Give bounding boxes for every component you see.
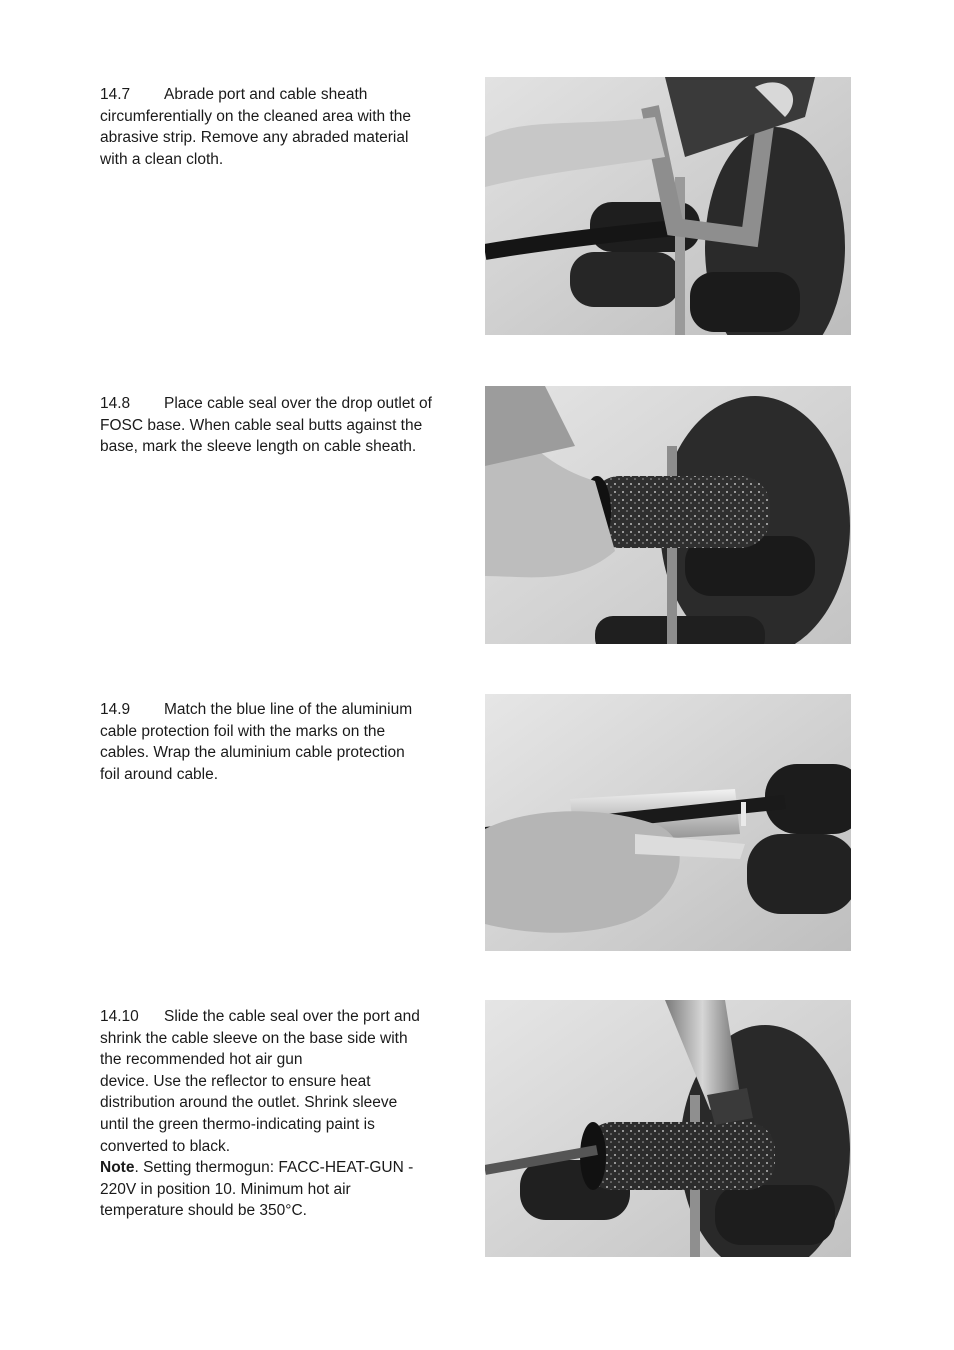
step-14-7-text: 14.7 Abrade port and cable sheath circumferentially on the cleaned area with the abrasive strip. Remove any abraded material with a clean cloth. — [100, 86, 412, 168]
step-14-10-text: 14.10 Slide the cable seal over the port and shrink the cable sleeve on the base side with the recommended hot air gun device. Use the reflector to ensure heat distribution around the outlet. Shrink sleeve until the green thermo-indicating paint is converted to black. Note. Setting thermogun: FACC-HEAT-GUN - 220V in position 10. Minimum hot air temperature should be 350°C. — [100, 1006, 465, 1222]
step-number: 14.8 — [100, 395, 131, 412]
step-14-9-text: 14.9 Match the blue line of the aluminium cable protection foil with the marks on the cables. Wrap the aluminium cable protection foil around cable. — [100, 701, 413, 783]
step-number: 14.9 — [100, 701, 131, 718]
step-number: 14.7 — [100, 86, 131, 103]
step-14-8-photo — [485, 386, 851, 644]
step-14-9-photo — [485, 694, 851, 951]
note-label: Note — [100, 1159, 135, 1177]
step-number: 14.10 — [100, 1008, 139, 1025]
note-line: Note. Setting thermogun: FACC-HEAT-GUN - — [100, 1159, 414, 1177]
step-14-7-photo — [485, 77, 851, 335]
step-14-8-text: 14.8 Place cable seal over the drop outlet of FOSC base. When cable seal butts against the base, mark the sleeve length on cable sheath. — [100, 395, 432, 456]
step-14-10-photo — [485, 1000, 851, 1257]
